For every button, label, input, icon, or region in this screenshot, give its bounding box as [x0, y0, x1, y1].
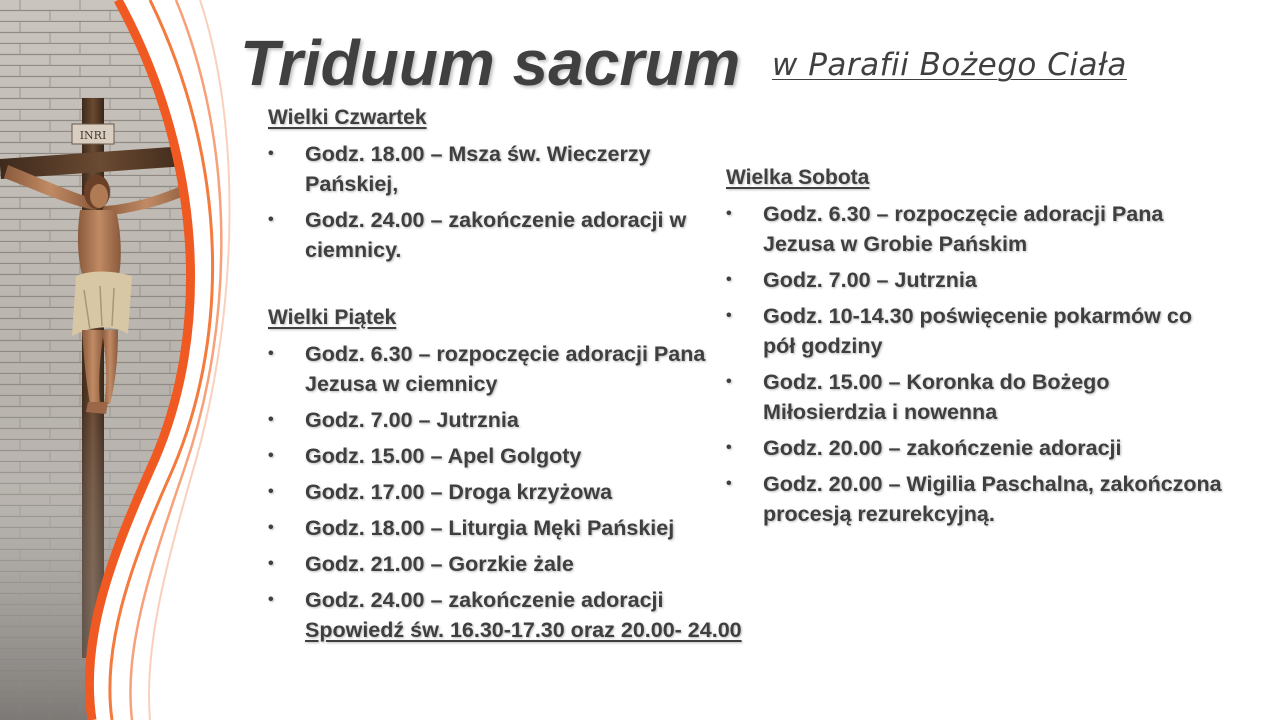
- list-item: • Godz. 20.00 – zakończenie adoracji: [726, 433, 1226, 463]
- confession-note: Spowiedź św. 16.30-17.30 oraz 20.00- 24.00: [305, 618, 742, 642]
- bullet-icon: •: [726, 271, 732, 288]
- bullet-icon: •: [268, 483, 274, 500]
- bullet-icon: •: [726, 205, 732, 222]
- list-item: • Godz. 7.00 – Jutrznia: [268, 405, 748, 435]
- bullet-icon: •: [268, 447, 274, 464]
- bullet-icon: •: [726, 373, 732, 390]
- heading-wielka-sobota: Wielka Sobota: [726, 166, 870, 189]
- heading-wielki-czwartek: Wielki Czwartek: [268, 106, 427, 129]
- list-item: • Godz. 7.00 – Jutrznia: [726, 265, 1226, 295]
- bullet-icon: •: [726, 439, 732, 456]
- right-column: [726, 163, 1226, 535]
- bullet-icon: •: [268, 145, 274, 162]
- list-item: • Godz. 20.00 – Wigilia Paschalna, zakończona procesją rezurekcyjną.: [726, 469, 1226, 529]
- list-item: • Godz. 24.00 – zakończenie adoracji Spowiedź św. 16.30-17.30 oraz 20.00- 24.00: [268, 585, 748, 645]
- list-item: • Godz. 17.00 – Droga krzyżowa: [268, 477, 748, 507]
- list-item: • Godz. 18.00 – Liturgia Męki Pańskiej: [268, 513, 748, 543]
- list-item: • Godz. 24.00 – zakończenie adoracji w ciemnicy.: [268, 205, 748, 265]
- bullet-icon: •: [268, 591, 274, 608]
- left-column: [268, 103, 748, 651]
- list-item: • Godz. 18.00 – Msza św. Wieczerzy Pańskiej,: [268, 139, 748, 199]
- crucifix-icon: [0, 0, 240, 720]
- bullet-icon: •: [268, 211, 274, 228]
- left-image-panel: [0, 0, 240, 720]
- bullet-icon: •: [268, 411, 274, 428]
- friday-list: [268, 339, 748, 645]
- slide-subtitle: w Parafii Bożego Ciała: [772, 47, 1127, 83]
- list-item: • Godz. 6.30 – rozpoczęcie adoracji Pana Jezusa w ciemnicy: [268, 339, 748, 399]
- bullet-icon: •: [726, 475, 732, 492]
- heading-wielki-piatek: Wielki Piątek: [268, 306, 397, 329]
- bullet-icon: •: [726, 307, 732, 324]
- list-item: • Godz. 6.30 – rozpoczęcie adoracji Pana Jezusa w Grobie Pańskim: [726, 199, 1226, 259]
- bullet-icon: •: [268, 555, 274, 572]
- list-item: • Godz. 15.00 – Apel Golgoty: [268, 441, 748, 471]
- section-gap: [268, 271, 748, 303]
- list-item: • Godz. 15.00 – Koronka do Bożego Miłosierdzia i nowenna: [726, 367, 1226, 427]
- list-item: • Godz. 21.00 – Gorzkie żale: [268, 549, 748, 579]
- saturday-list: [726, 199, 1226, 529]
- list-item: • Godz. 10-14.30 poświęcenie pokarmów co pół godziny: [726, 301, 1226, 361]
- thursday-list: [268, 139, 748, 265]
- bullet-icon: •: [268, 345, 274, 362]
- bullet-icon: •: [268, 519, 274, 536]
- slide-title: Triduum sacrum: [240, 27, 741, 99]
